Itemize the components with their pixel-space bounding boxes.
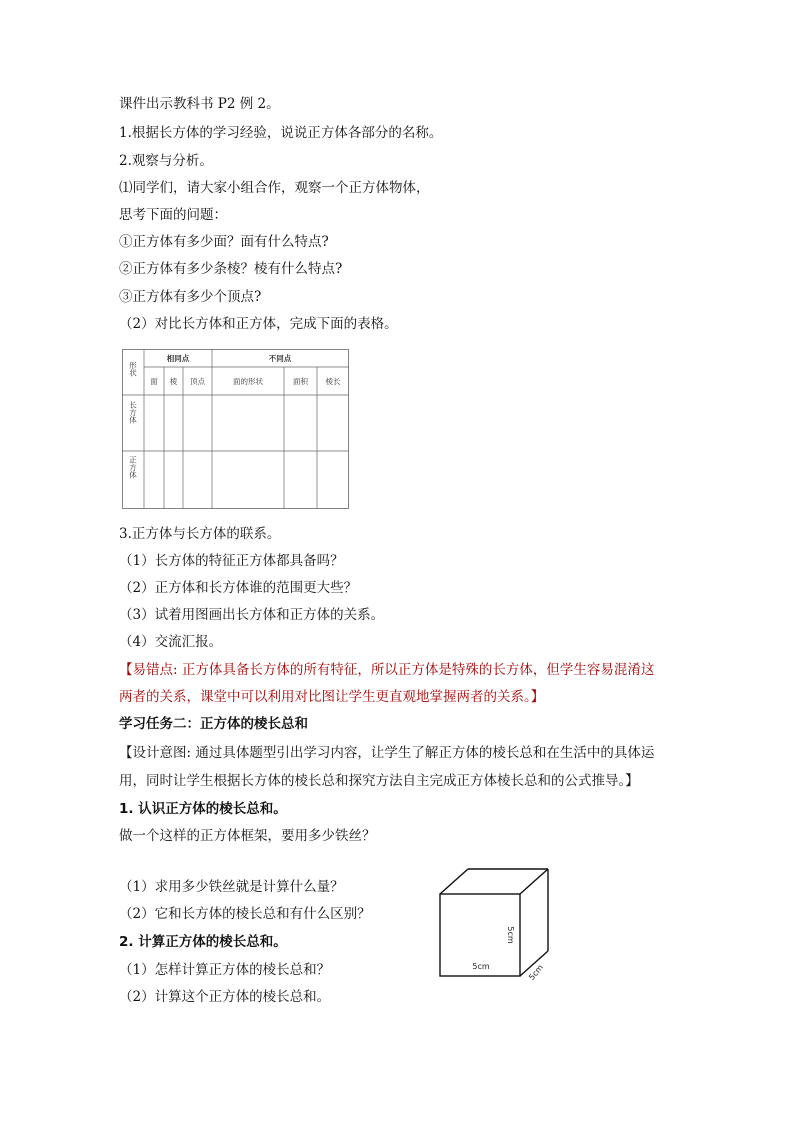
cube-label-depth: 5cm <box>527 962 546 982</box>
design-intent-note: 用，同时让学生根据长方体的棱长总和探究方法自主完成正方体棱长总和的公式推导。】 <box>119 773 639 789</box>
text-line: ③正方体有多少个顶点? <box>119 289 262 305</box>
text-line: ⑴同学们，请大家小组合作，观察一个正方体物体， <box>119 180 430 196</box>
text-line: （2）正方体和长方体谁的范围更大些？ <box>119 580 358 596</box>
table-same-header: 相同点 <box>166 354 190 363</box>
text-line: ②正方体有多少条棱？棱有什么特点? <box>119 261 343 277</box>
table-subheader: 面积 <box>293 377 308 386</box>
error-prone-note: 【易错点: 正方体具备长方体的所有特征，所以正方体是特殊的长方体，但学生容易混淆这 <box>119 662 655 678</box>
text-line: 思考下面的问题： <box>119 207 227 223</box>
cube-label-side: 5cm <box>506 926 515 944</box>
text-line: 1.根据长方体的学习经验，说说正方体各部分的名称。 <box>119 125 443 141</box>
text-line: （1）求用多少铁丝就是计算什么量？ <box>119 879 344 895</box>
error-prone-note: 两者的关系，课堂中可以利用对比图让学生更直观地掌握两者的关系。】 <box>119 689 545 705</box>
text-line: ①正方体有多少面？面有什么特点? <box>119 234 329 250</box>
text-line: （2）计算这个正方体的棱长总和。 <box>119 989 331 1005</box>
table-subheader: 顶点 <box>190 377 205 386</box>
text-line: （4）交流汇报。 <box>119 634 223 650</box>
text-line: 2.观察与分析。 <box>119 153 213 169</box>
cube-diagram <box>434 863 558 989</box>
table-shape-header: 形状 <box>128 361 138 377</box>
table-row-label: 正方体 <box>128 455 138 479</box>
comparison-table <box>122 349 349 509</box>
section-heading: 学习任务二：正方体的棱长总和 <box>119 716 308 732</box>
text-line: （2）它和长方体的棱长总和有什么区别？ <box>119 906 371 922</box>
text-line: （3）试着用图画出长方体和正方体的关系。 <box>119 607 385 623</box>
text-line: （1）长方体的特征正方体都具备吗？ <box>119 553 344 569</box>
text-line: （1）怎样计算正方体的棱长总和？ <box>119 962 331 978</box>
table-subheader: 面 <box>150 377 158 386</box>
text-line: 课件出示教科书 P2 例 2。 <box>119 96 280 112</box>
table-diff-header: 不同点 <box>268 354 292 363</box>
subheading: 2. 计算正方体的棱长总和。 <box>119 934 287 950</box>
table-subheader: 棱长 <box>325 377 341 386</box>
text-line: 3.正方体与长方体的联系。 <box>119 526 281 542</box>
cube-label-front: 5cm <box>472 962 490 971</box>
subheading: 1. 认识正方体的棱长总和。 <box>119 801 287 817</box>
table-row-label: 长方体 <box>128 400 138 424</box>
text-line: 做一个这样的正方体框架，要用多少铁丝？ <box>119 828 376 844</box>
design-intent-note: 【设计意图: 通过具体题型引出学习内容，让学生了解正方体的棱长总和在生活中的具体运 <box>119 745 655 761</box>
text-line: （2）对比长方体和正方体，完成下面的表格。 <box>119 316 398 332</box>
table-subheader: 面的形状 <box>233 377 263 386</box>
table-subheader: 棱 <box>169 377 178 386</box>
